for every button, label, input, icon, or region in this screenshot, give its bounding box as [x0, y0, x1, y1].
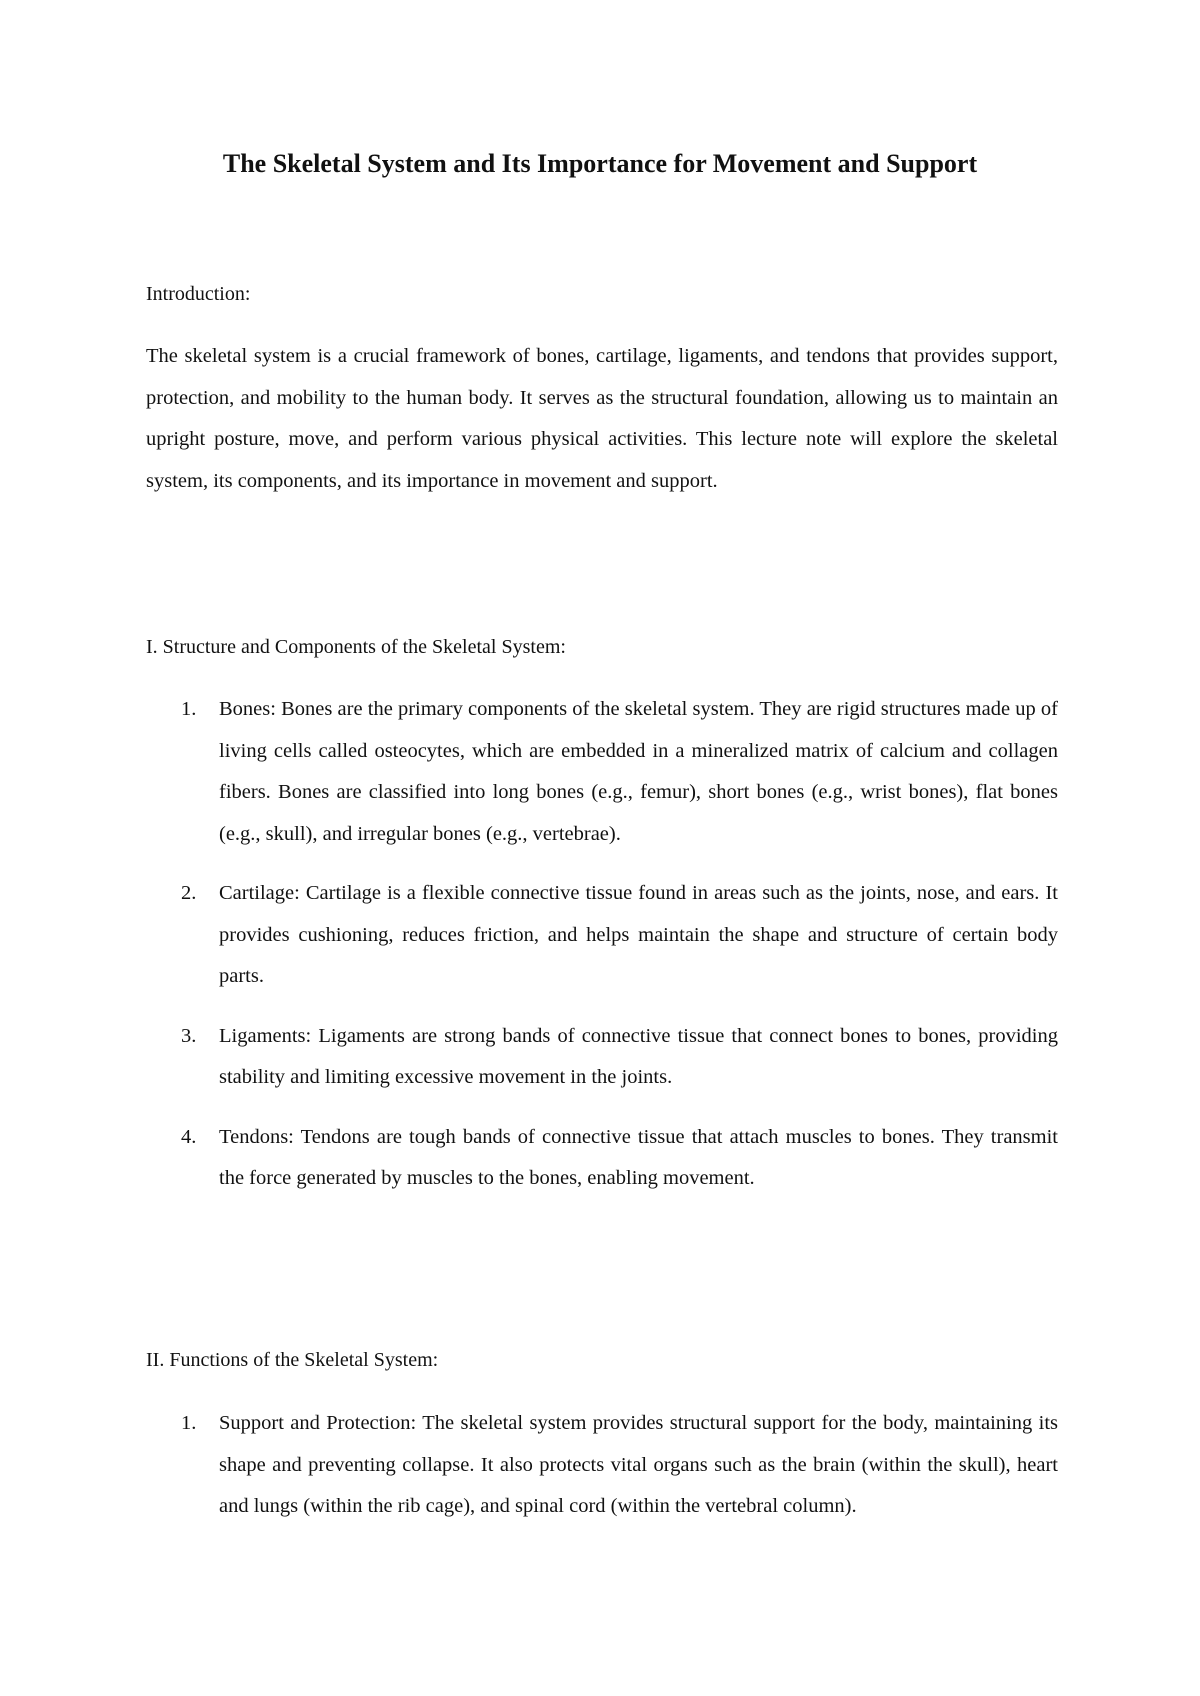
list-item-text: Ligaments: Ligaments are strong bands of connective tissue that connect bones to bones, providing stability and limiting excessive movement in the joints. — [219, 1024, 1058, 1088]
list-item-number: 2. — [181, 882, 197, 904]
list-item — [146, 1016, 1058, 1099]
section2-heading: II. Functions of the Skeletal System: — [146, 1349, 439, 1371]
list-item — [146, 689, 1058, 855]
list-item-number: 3. — [181, 1024, 197, 1047]
list-item — [146, 1117, 1058, 1200]
list-item-number: 4. — [181, 1125, 197, 1148]
list-item — [146, 1403, 1058, 1528]
list-item-text: Support and Protection: The skeletal system provides structural support for the body, maintaining its shape and preventing collapse. It also protects vital organs such as the brain (within the skull), heart and lungs (within the rib cage), and spinal cord (within the vertebral column). — [219, 1412, 1058, 1517]
section1-list — [146, 689, 1058, 1218]
section1-heading: I. Structure and Components of the Skeletal System: — [146, 636, 566, 658]
document-title: The Skeletal System and Its Importance for Movement and Support — [222, 149, 978, 178]
list-item-text: Cartilage: Cartilage is a flexible connective tissue found in areas such as the joints, nose, and ears. It provides cushioning, reduces friction, and helps maintain the shape and structure of certain body parts. — [219, 882, 1058, 987]
list-item-text: Tendons: Tendons are tough bands of connective tissue that attach muscles to bones. They transmit the force generated by muscles to the bones, enabling movement. — [219, 1125, 1058, 1189]
intro-paragraph: The skeletal system is a crucial framework of bones, cartilage, ligaments, and tendons that provides support, protection, and mobility to the human body. It serves as the structural foundation, allowing us to maintain an upright posture, move, and perform various physical activities. This lecture note will explore the skeletal system, its components, and its importance in movement and support. — [146, 345, 1058, 492]
list-item-number: 1. — [181, 1412, 197, 1434]
section2-list — [146, 1403, 1058, 1546]
list-item-text: Bones: Bones are the primary components of the skeletal system. They are rigid structures made up of living cells called osteocytes, which are embedded in a mineralized matrix of calcium and collagen fibers. Bones are classified into long bones (e.g., femur), short bones (e.g., wrist bones), flat bones (e.g., skull), and irregular bones (e.g., vertebrae). — [219, 698, 1058, 845]
list-item — [146, 873, 1058, 998]
intro-heading: Introduction: — [146, 283, 251, 305]
list-item-number: 1. — [181, 698, 197, 720]
